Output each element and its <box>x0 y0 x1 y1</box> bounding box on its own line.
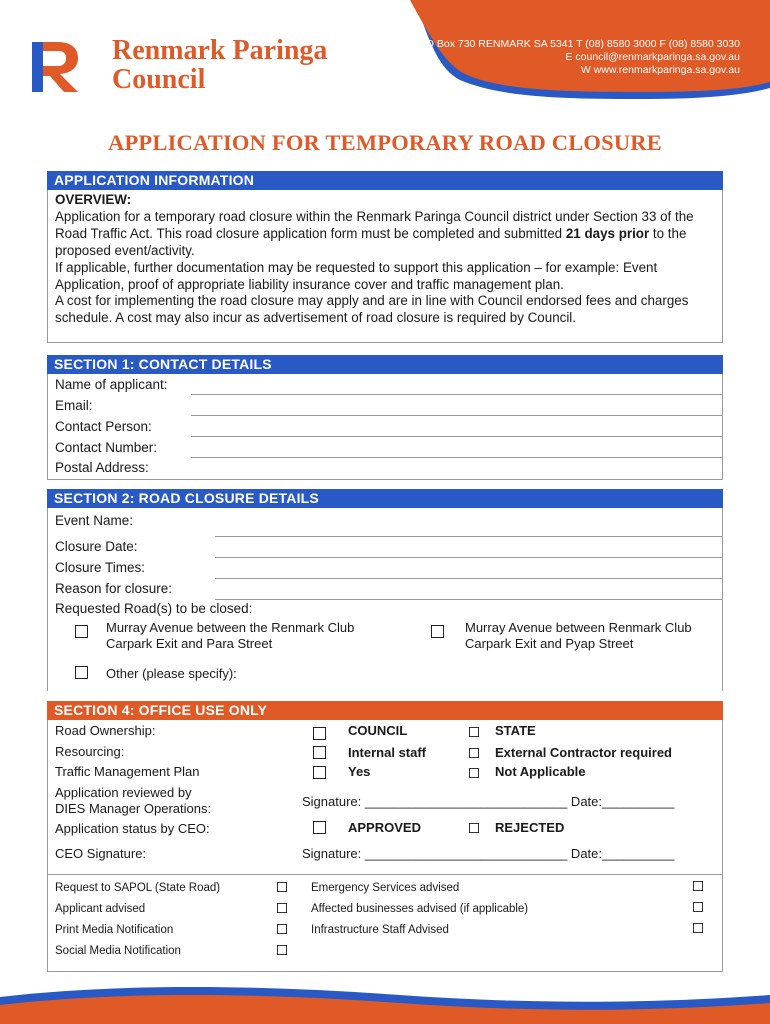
overview-label: OVERVIEW: <box>55 192 132 207</box>
contact-person-field[interactable] <box>191 436 722 437</box>
contact-website: W www.renmarkparinga.sa.gov.au <box>580 64 740 76</box>
checklist-infrastructure-staff: Infrastructure Staff Advised <box>311 924 449 936</box>
application-information-section <box>47 171 723 343</box>
internal-staff-option: Internal staff <box>348 745 427 760</box>
road-option-para-street-checkbox[interactable] <box>75 625 88 638</box>
checklist-infrastructure-staff-checkbox[interactable] <box>693 923 703 933</box>
checklist-emergency-services: Emergency Services advised <box>311 882 460 894</box>
tmp-yes-checkbox[interactable] <box>313 766 326 779</box>
checklist-social-media-checkbox[interactable] <box>277 945 287 955</box>
contact-email: E council@renmarkparinga.sa.gov.au <box>565 51 740 63</box>
closure-times-field[interactable] <box>215 578 722 579</box>
section-2-road-closure-details <box>47 489 723 691</box>
road-option-pyap-street-checkbox[interactable] <box>431 625 444 638</box>
section-4-heading: SECTION 4: OFFICE USE ONLY <box>47 701 723 720</box>
footer-banner <box>0 975 770 1024</box>
external-contractor-option: External Contractor required <box>495 745 672 760</box>
road-option-other-checkbox[interactable] <box>75 666 88 679</box>
event-name-field[interactable] <box>215 536 722 537</box>
checklist-print-media: Print Media Notification <box>55 924 174 936</box>
requested-roads-label: Requested Road(s) to be closed: <box>55 601 253 616</box>
organisation-name <box>112 36 327 94</box>
road-option-other-label: Other (please specify): <box>106 666 237 681</box>
contact-address-phone: PO Box 730 RENMARK SA 5341 T (08) 8580 3000 F (08) 8580 3030 <box>418 38 740 50</box>
application-information-heading: APPLICATION INFORMATION <box>47 171 723 190</box>
checklist-affected-businesses-checkbox[interactable] <box>693 902 703 912</box>
ceo-signature-date[interactable]: Signature: ____________________________ Date:__________ <box>302 846 675 861</box>
contact-details <box>419 38 740 77</box>
checklist-print-media-checkbox[interactable] <box>277 924 287 934</box>
checklist-social-media: Social Media Notification <box>55 945 181 957</box>
reviewed-by-label: Application reviewed by DIES Manager Operations: <box>55 785 212 816</box>
road-closure-fields <box>47 508 723 691</box>
organisation-name-line2: Council <box>112 64 206 95</box>
overview-paragraph-1: Application for a temporary road closure within the Renmark Paringa Council district under Section 33 of the Road Traffic Act. This road closure application form must be completed and submitted 21 days prior to the proposed event/activity. <box>55 208 694 258</box>
applicant-name-field[interactable] <box>191 394 722 395</box>
tmp-not-applicable-checkbox[interactable] <box>469 768 479 778</box>
overview-paragraph-3: A cost for implementing the road closure may apply and are in line with Council endorsed fees and charges schedule. A cost may also incur as advertisement of road closure is required by Council. <box>55 293 689 326</box>
resourcing-label: Resourcing: <box>55 744 125 759</box>
overview-text <box>47 190 723 343</box>
office-use-fields <box>47 720 723 874</box>
traffic-management-plan-label: Traffic Management Plan <box>55 764 200 779</box>
section-4-office-use-only <box>47 701 723 972</box>
contact-fields <box>47 374 723 480</box>
council-checkbox[interactable] <box>313 727 326 740</box>
state-checkbox[interactable] <box>469 727 479 737</box>
event-name-label: Event Name: <box>55 513 134 528</box>
external-contractor-checkbox[interactable] <box>469 748 479 758</box>
rejected-option: REJECTED <box>495 820 565 835</box>
reason-label: Reason for closure: <box>55 581 173 596</box>
internal-staff-checkbox[interactable] <box>313 746 326 759</box>
checklist-applicant-advised: Applicant advised <box>55 903 146 915</box>
postal-address-label: Postal Address: <box>55 460 149 475</box>
contact-number-field[interactable] <box>191 457 722 458</box>
checklist-emergency-services-checkbox[interactable] <box>693 881 703 891</box>
reason-field[interactable] <box>215 599 722 600</box>
road-option-para-street: Murray Avenue between the Renmark Club Carpark Exit and Para Street <box>106 620 355 651</box>
checklist-affected-businesses: Affected businesses advised (if applicable) <box>311 903 529 915</box>
closure-date-label: Closure Date: <box>55 539 138 554</box>
section-1-contact-details <box>47 355 723 480</box>
tmp-yes-option: Yes <box>348 764 371 779</box>
ceo-signature-label: CEO Signature: <box>55 846 147 861</box>
checklist-sapol: Request to SAPOL (State Road) <box>55 882 221 894</box>
state-option: STATE <box>495 723 536 738</box>
organisation-name-line1: Renmark Paringa <box>112 35 328 66</box>
contact-number-label: Contact Number: <box>55 440 158 455</box>
applicant-name-label: Name of applicant: <box>55 377 168 392</box>
application-status-label: Application status by CEO: <box>55 821 210 836</box>
council-logo-icon <box>30 40 82 94</box>
rejected-checkbox[interactable] <box>469 823 479 833</box>
tmp-not-applicable-option: Not Applicable <box>495 764 586 779</box>
council-option: COUNCIL <box>348 723 408 738</box>
section-2-heading: SECTION 2: ROAD CLOSURE DETAILS <box>47 489 723 508</box>
overview-paragraph-2: If applicable, further documentation may be requested to support this application – for example: Event Application, proof of appropriate liability insurance cover and traffic management plan. <box>55 259 658 292</box>
road-option-pyap-street: Murray Avenue between Renmark Club Carpark Exit and Pyap Street <box>465 620 692 651</box>
checklist-sapol-checkbox[interactable] <box>277 882 287 892</box>
closure-times-label: Closure Times: <box>55 560 146 575</box>
road-ownership-label: Road Ownership: <box>55 723 156 738</box>
approved-checkbox[interactable] <box>313 821 326 834</box>
email-label: Email: <box>55 398 93 413</box>
reviewer-signature-date[interactable]: Signature: ____________________________ Date:__________ <box>302 794 675 809</box>
section-1-heading: SECTION 1: CONTACT DETAILS <box>47 355 723 374</box>
approved-option: APPROVED <box>348 820 421 835</box>
closure-date-field[interactable] <box>215 557 722 558</box>
email-field[interactable] <box>191 415 722 416</box>
office-checklist <box>47 874 723 972</box>
contact-person-label: Contact Person: <box>55 419 152 434</box>
checklist-applicant-advised-checkbox[interactable] <box>277 903 287 913</box>
page-title: APPLICATION FOR TEMPORARY ROAD CLOSURE <box>108 130 662 155</box>
